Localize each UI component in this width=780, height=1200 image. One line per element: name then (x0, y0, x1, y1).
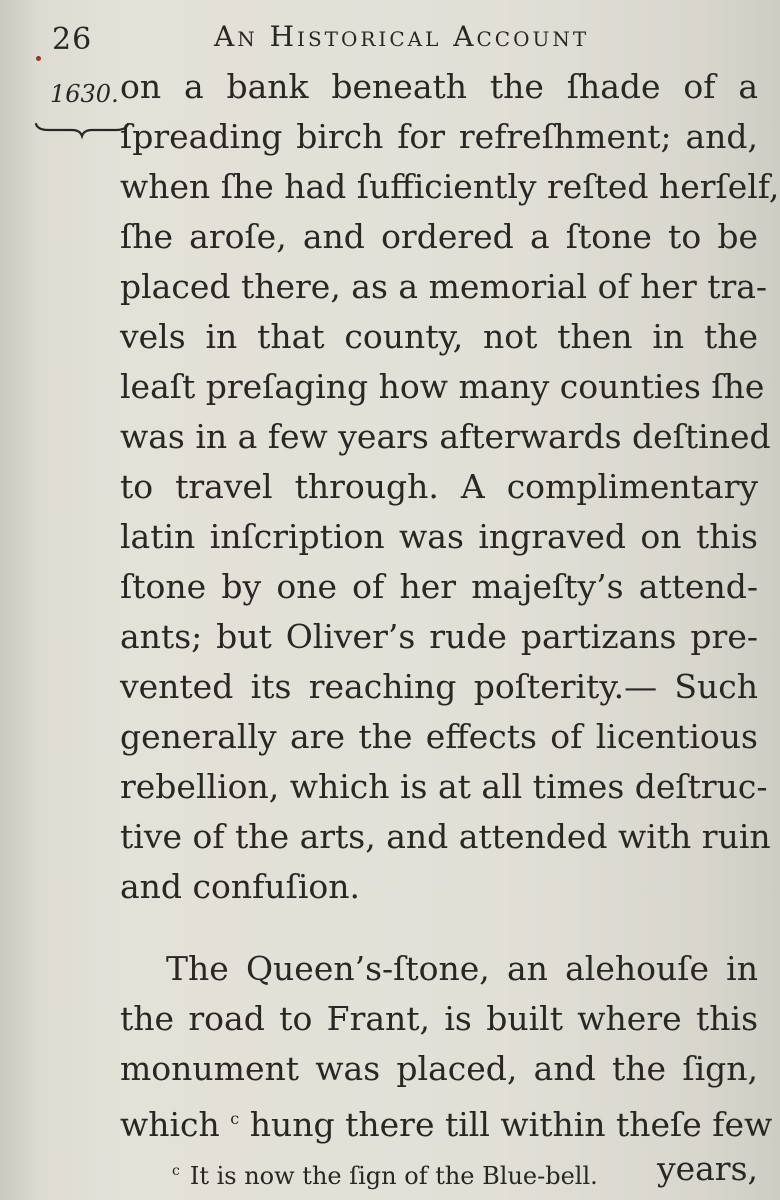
text-line: monument was placed, and the ſign, (120, 1049, 758, 1088)
text-line: ants; but Oliver’s rude partizans pre- (120, 617, 758, 656)
text-line: when ſhe had ſufficiently reſted herſelf, (120, 167, 780, 206)
text-line: The Queen’s-ſtone, an alehouſe in (166, 949, 758, 988)
text-line: rebellion, which is at all times deſtruc- (120, 767, 768, 806)
margin-year-note: 1630. (50, 80, 119, 108)
body-text (120, 62, 780, 1194)
footnote-symbol: c (172, 1163, 180, 1179)
text-line: ſhe aroſe, and ordered a ſtone to be (120, 217, 758, 256)
text-line: latin inſcription was ingraved on this (120, 517, 758, 556)
text-line: ſpreading birch for refreſhment; and, (120, 117, 758, 156)
text-line: to travel through. A complimentary (120, 467, 758, 506)
footnote-reference: c (230, 1109, 240, 1128)
text-line: was in a few years afterwards deſtined (120, 417, 771, 456)
running-head: An Historical Account (214, 20, 590, 53)
ink-speck (36, 56, 41, 61)
footnote-text: It is now the ſign of the Blue-bell. (189, 1162, 598, 1190)
paragraph-gap (120, 912, 758, 944)
text-line: vented its reaching poſterity.— Such (120, 667, 758, 706)
text-line: leaſt preſaging how many counties ſhe (120, 367, 765, 406)
text-line: generally are the effects of licentious (120, 717, 758, 756)
text-line: ſtone by one of her majeſty’s attend- (120, 567, 758, 606)
page-number: 26 (52, 22, 93, 57)
text-line: and confuſion. (120, 867, 360, 906)
text-line: vels in that county, not then in the (120, 317, 758, 356)
catchword: years, (656, 1149, 758, 1188)
margin-brace-icon (34, 118, 130, 140)
text-line-with-note (120, 1094, 773, 1144)
text-fragment: which (120, 1105, 220, 1144)
text-line: the road to Frant, is built where this (120, 999, 758, 1038)
text-fragment: hung there till within theſe few (249, 1105, 773, 1144)
text-line: on a bank beneath the ſhade of a (120, 67, 758, 106)
footnote (172, 1162, 598, 1190)
text-line: tive of the arts, and attended with ruin (120, 817, 771, 856)
text-line: placed there, as a memorial of her tra- (120, 267, 768, 306)
